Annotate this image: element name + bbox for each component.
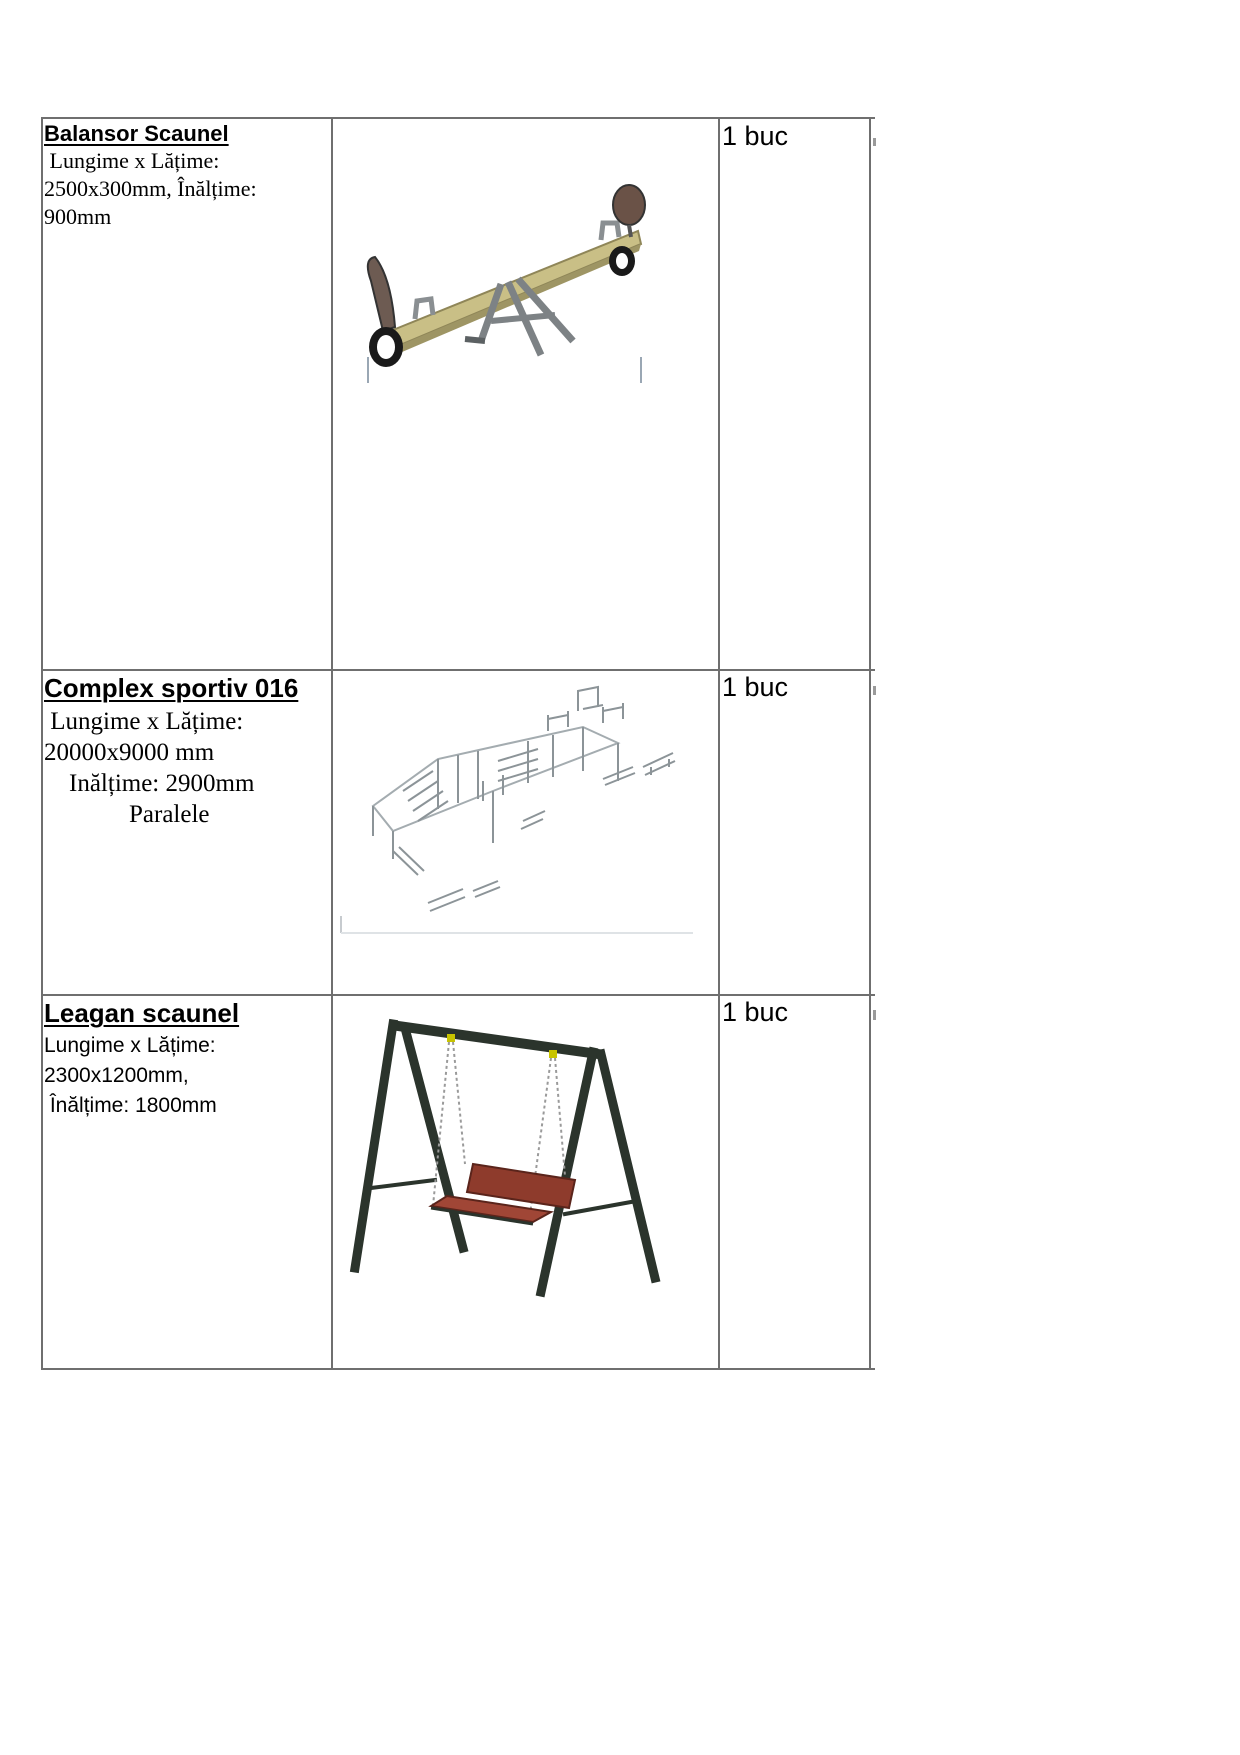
description-line: 900mm (44, 204, 112, 229)
table-row (44, 672, 329, 992)
description-line: Lungime x Lățime: (44, 1034, 216, 1057)
description-line: Inălțime: 2900mm (44, 770, 255, 797)
sports-complex-illustration (333, 671, 718, 994)
item-quantity: 1 buc (722, 672, 789, 702)
item-quantity: 1 buc (722, 997, 789, 1027)
clipped-text-fragment (873, 138, 876, 146)
table-column-divider (869, 117, 871, 1370)
description-line: 2300x1200mm, (44, 1064, 189, 1087)
swing-bench-illustration (333, 996, 718, 1368)
description-line: Înălțime: 1800mm (44, 1094, 217, 1117)
table-row (44, 121, 329, 666)
quantity-cell (722, 121, 867, 161)
item-image-cell (333, 671, 718, 994)
quantity-cell (722, 672, 867, 712)
item-description (44, 706, 329, 830)
quantity-cell (722, 997, 867, 1037)
item-name: Balansor Scaunel (44, 121, 229, 146)
item-description (44, 1031, 329, 1121)
description-line: 20000x9000 mm (44, 739, 215, 766)
item-image-cell (333, 996, 718, 1368)
table-row (44, 997, 329, 1365)
item-description (44, 147, 329, 231)
table-column-divider (718, 117, 720, 1370)
description-line: Lungime x Lățime: (44, 148, 220, 173)
clipped-text-fragment (873, 686, 876, 695)
description-line: Lungime x Lățime: (44, 708, 244, 735)
item-image-cell (333, 119, 718, 669)
clipped-text-fragment (873, 1010, 876, 1020)
item-name: Complex sportiv 016 (44, 673, 299, 703)
item-quantity: 1 buc (722, 121, 789, 151)
item-name: Leagan scaunel (44, 998, 240, 1028)
description-line: Paralele (129, 801, 210, 828)
description-line: 2500x300mm, Înălțime: (44, 176, 257, 201)
table-border-bottom (41, 1368, 875, 1370)
table-border-left (41, 117, 43, 1370)
seesaw-illustration (333, 119, 718, 669)
